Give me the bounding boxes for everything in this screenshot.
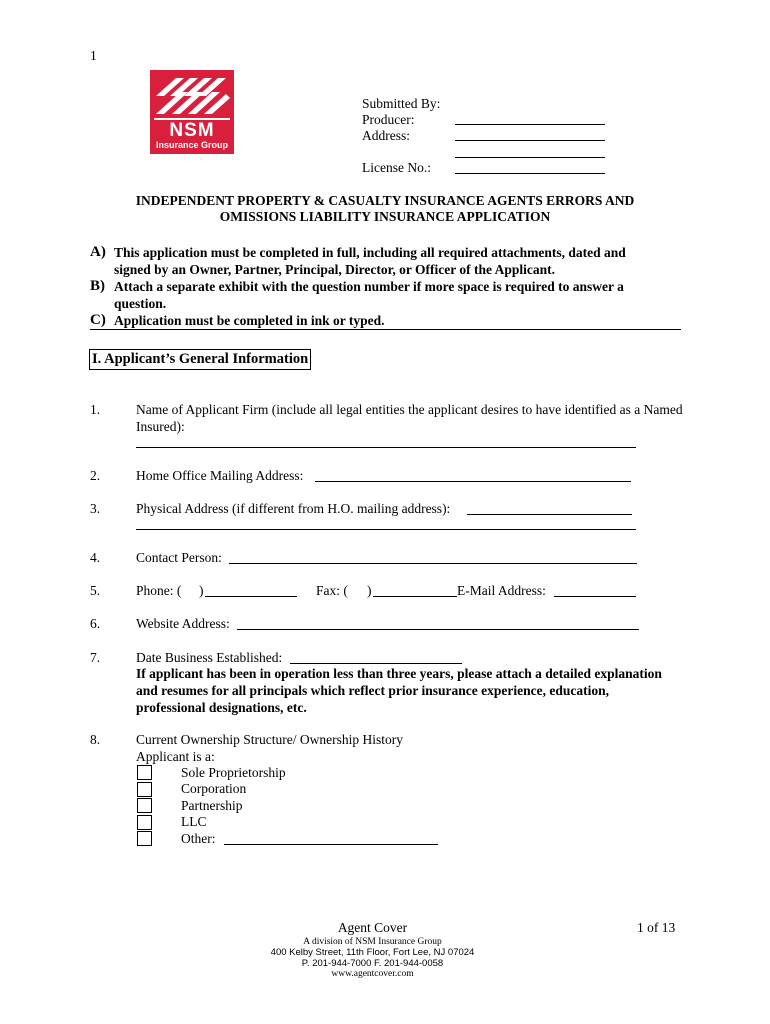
instruction-text: question. bbox=[114, 296, 167, 311]
q7-note: If applicant has been in operation less than three years, please attach a detailed explanation bbox=[136, 666, 662, 681]
footer-address: 400 Kelby Street, 11th Floor, Fort Lee, NJ 07024 bbox=[270, 947, 475, 958]
checkbox-sole-proprietorship[interactable] bbox=[137, 765, 152, 780]
instruction-letter: A) bbox=[90, 244, 106, 260]
license-label: License No.: bbox=[362, 160, 431, 175]
website-field[interactable] bbox=[237, 629, 639, 630]
q7-note: professional designations, etc. bbox=[136, 700, 307, 715]
date-established-field[interactable] bbox=[290, 663, 462, 664]
other-ownership-field[interactable] bbox=[224, 844, 438, 845]
fax-close-paren: ) bbox=[367, 583, 372, 598]
q4-label: Contact Person: bbox=[136, 550, 222, 565]
option-label: LLC bbox=[181, 814, 207, 829]
section-heading: I. Applicant’s General Information bbox=[89, 349, 311, 370]
producer-field[interactable] bbox=[455, 124, 605, 125]
license-field[interactable] bbox=[455, 173, 605, 174]
fax-label: Fax: ( bbox=[316, 583, 348, 598]
phone-close-paren: ) bbox=[199, 583, 204, 598]
question-number: 2. bbox=[90, 468, 101, 483]
address-field-1[interactable] bbox=[455, 140, 605, 141]
instruction-text: Attach a separate exhibit with the question number if more space is required to answer a bbox=[114, 279, 624, 294]
q8-sublabel: Applicant is a: bbox=[136, 749, 215, 764]
email-label: E-Mail Address: bbox=[457, 583, 546, 598]
option-label: Corporation bbox=[181, 781, 247, 796]
footer-title: Agent Cover bbox=[337, 920, 408, 935]
footer-division: A division of NSM Insurance Group bbox=[303, 937, 442, 947]
nsm-logo bbox=[150, 70, 234, 154]
q2-label: Home Office Mailing Address: bbox=[136, 468, 304, 483]
contact-person-field[interactable] bbox=[229, 563, 637, 564]
footer-page-of: 1 of 13 bbox=[637, 920, 676, 935]
checkbox-llc[interactable] bbox=[137, 815, 152, 830]
question-number: 8. bbox=[90, 732, 101, 747]
checkbox-corporation[interactable] bbox=[137, 782, 152, 797]
submitted-by-label: Submitted By: bbox=[362, 96, 441, 111]
phone-field[interactable] bbox=[205, 596, 297, 597]
email-field[interactable] bbox=[554, 596, 636, 597]
producer-label: Producer: bbox=[362, 112, 415, 127]
option-label: Other: bbox=[181, 831, 216, 846]
instruction-letter: C) bbox=[90, 312, 106, 328]
q3-label: Physical Address (if different from H.O. mailing address): bbox=[136, 501, 451, 516]
instructions-divider bbox=[90, 329, 681, 330]
q1-label: Name of Applicant Firm (include all legal entities the applicant desires to have identified as a Named bbox=[136, 402, 683, 417]
page-number-top: 1 bbox=[90, 48, 97, 63]
applicant-firm-field[interactable] bbox=[136, 447, 636, 448]
phone-label: Phone: ( bbox=[136, 583, 182, 598]
q1-label-cont: Insured): bbox=[136, 419, 185, 434]
option-label: Partnership bbox=[181, 798, 243, 813]
instruction-text: This application must be completed in full, including all required attachments, dated and bbox=[114, 245, 626, 260]
footer-website: www.agentcover.com bbox=[331, 969, 414, 979]
instruction-text: Application must be completed in ink or typed. bbox=[114, 313, 385, 328]
footer-phone: P. 201-944-7000 F. 201-944-0058 bbox=[301, 958, 444, 969]
option-label: Sole Proprietorship bbox=[181, 765, 286, 780]
question-number: 1. bbox=[90, 402, 101, 417]
q7-note: and resumes for all principals which reflect prior insurance experience, education, bbox=[136, 683, 609, 698]
title-line-1: INDEPENDENT PROPERTY & CASUALTY INSURANCE AGENTS ERRORS AND bbox=[135, 193, 635, 208]
instruction-letter: B) bbox=[90, 278, 105, 294]
checkbox-partnership[interactable] bbox=[137, 798, 152, 813]
q7-label: Date Business Established: bbox=[136, 650, 283, 665]
address-field-2[interactable] bbox=[455, 157, 605, 158]
address-label: Address: bbox=[362, 128, 410, 143]
home-office-address-field[interactable] bbox=[315, 481, 631, 482]
title-line-2: OMISSIONS LIABILITY INSURANCE APPLICATION bbox=[219, 209, 551, 224]
logo-brand: NSM bbox=[169, 120, 215, 141]
q8-label: Current Ownership Structure/ Ownership History bbox=[136, 732, 403, 747]
question-number: 6. bbox=[90, 616, 101, 631]
question-number: 3. bbox=[90, 501, 101, 516]
question-number: 4. bbox=[90, 550, 101, 565]
physical-address-field-1[interactable] bbox=[467, 514, 632, 515]
question-number: 5. bbox=[90, 583, 101, 598]
checkbox-other[interactable] bbox=[137, 831, 152, 846]
fax-field[interactable] bbox=[373, 596, 457, 597]
instruction-text: signed by an Owner, Partner, Principal, Director, or Officer of the Applicant. bbox=[114, 262, 555, 277]
question-number: 7. bbox=[90, 650, 101, 665]
q6-label: Website Address: bbox=[136, 616, 230, 631]
physical-address-field-2[interactable] bbox=[136, 529, 636, 530]
logo-subtitle: Insurance Group bbox=[155, 140, 228, 150]
